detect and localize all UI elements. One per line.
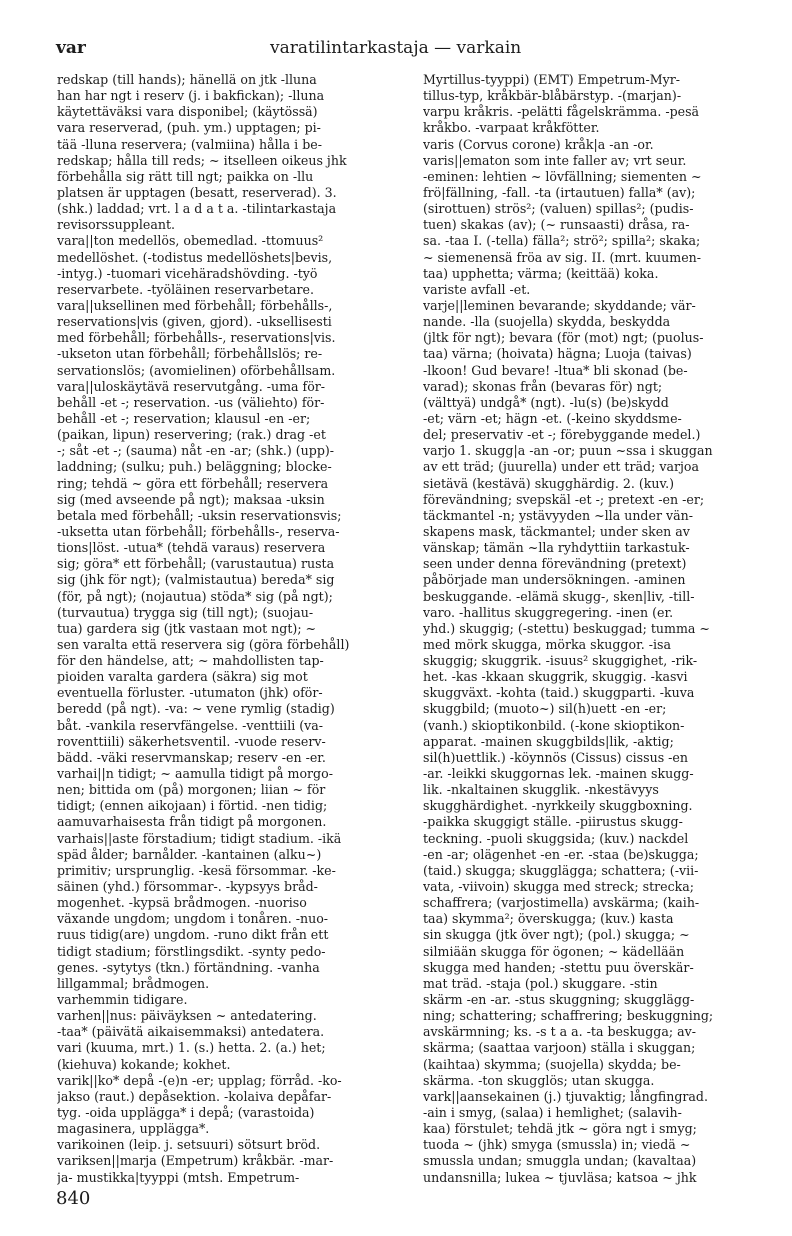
entry-line: primitiv; ursprunglig. -kesä försommar. -ke- [57, 862, 336, 878]
entry-line: het. -kas -kkaan skuggrik, skuggig. -kasvi [423, 669, 688, 685]
entry-line: sig (jhk för ngt); (valmistautua) bereda* sig [57, 572, 335, 588]
entry-line: kråkbo. -varpaat kråkfötter. [423, 120, 600, 136]
entry-line: beredd (på ngt). -va: ~ vene rymlig (stadig) [57, 701, 335, 717]
entry-line: lik. -nkaltainen skugglik. -nkestävyys [423, 782, 659, 798]
running-head-headword: var [56, 38, 86, 58]
entry-line: undansnilla; lukea ~ tjuvläsa; katsoa ~ jhk [423, 1169, 697, 1185]
entry-line: taa) värna; (hoivata) hägna; Luoja (taivas) [423, 346, 692, 362]
entry-line: skärm -en -ar. -stus skuggning; skugglägg- [423, 992, 695, 1008]
entry-line: varhais||aste förstadium; tidigt stadium. -ikä [57, 830, 342, 846]
entry-line: reservations|vis (given, gjord). -uksellisesti [57, 314, 332, 330]
entry-line: silmiään skugga för ögonen; ~ kädellään [423, 943, 685, 959]
entry-line: varpu kråkris. -pelätti fågelskrämma. -pesä [423, 104, 700, 120]
entry-line: -ain i smyg, (salaa) i hemlighet; (salavih- [423, 1105, 682, 1120]
entry-line: yhd.) skuggig; (-stettu) beskuggad; tumma ~ [423, 620, 710, 636]
entry-line: platsen är upptagen (besatt, reserverad). 3. [57, 184, 337, 200]
entry-line: nande. -lla (suojella) skydda, beskydda [423, 314, 671, 330]
entry-line: -lkoon! Gud bevare! -ltua* bli skonad (be- [423, 362, 688, 378]
entry-line: vark||aansekainen (j.) tjuvaktig; långfingrad. [423, 1088, 708, 1104]
entry-line: ring; tehdä ~ göra ett förbehåll; reservera [57, 475, 329, 491]
entry-line: smussla undan; smuggla undan; (kavaltaa) [423, 1153, 697, 1169]
entry-line: aamuvarhaisesta från tidigt på morgonen. [57, 814, 327, 830]
entry-line: sin skugga (jtk över ngt); (pol.) skugga; ~ [423, 927, 690, 943]
entry-line: (välttyä) undgå* (ngt). -lu(s) (be)skydd [423, 394, 669, 410]
entry-line: han har ngt i reserv (j. i bakfickan); -lluna [57, 88, 325, 104]
entry-line: pioiden varalta gardera (säkra) sig mot [57, 669, 308, 685]
entry-line: tillus-typ, kråkbär-blåbärstyp. -(marjan)- [423, 88, 682, 104]
entry-line: vara||ton medellös, obemedlad. -ttomuus² [57, 233, 324, 249]
entry-line: behåll -et -; reservation. -us (väliehto) för- [57, 394, 325, 410]
entry-line: ning; schattering; schaffrering; beskuggning; [423, 1008, 714, 1024]
entry-line: påbörjade man undersökningen. -aminen [423, 572, 686, 588]
entry-line: betala med förbehåll; -uksin reservationsvis; [57, 507, 342, 523]
entry-line: jakso (raut.) depåsektion. -kolaiva depåfar- [57, 1088, 332, 1104]
entry-line: kaa) förstulet; tehdä jtk ~ göra ngt i smyg; [423, 1121, 697, 1137]
entry-line: späd ålder; barnålder. -kantainen (alku~) [57, 846, 322, 862]
entry-line: magasinera, upplägga*. [57, 1121, 210, 1137]
entry-line: varo. -hallitus skuggregering. -inen (er. [423, 604, 674, 620]
entry-line: -paikka skuggigt ställe. -piirustus skugg- [423, 814, 683, 830]
entry-line: varad); skonas från (bevaras för) ngt; [423, 378, 663, 394]
entry-line: (paikan, lipun) reservering; (rak.) drag -et [57, 427, 326, 443]
entry-line: (kiehuva) kokande; kokhet. [57, 1056, 231, 1072]
entry-line: seen under denna förevändning (pretext) [423, 556, 687, 572]
entry-line: varhai||n tidigt; ~ aamulla tidigt på morgo- [57, 766, 333, 782]
entry-line: förevändning; svepskäl -et -; pretext -en -er; [423, 491, 705, 507]
entry-line: sig; göra* ett förbehåll; (varustautua) rusta [57, 556, 335, 572]
entry-line: sil(h)uettlik.) -köynnös (Cissus) cissus -en [423, 749, 688, 765]
entry-line: redskap; hålla till reds; ~ itselleen oikeus jhk [57, 152, 347, 168]
entry-line: eventuella förluster. -utumaton (jhk) oför- [57, 685, 323, 701]
entry-line: av ett träd; (juurella) under ett träd; varjoa [423, 459, 699, 475]
entry-line: skuggbild; (muoto~) sil(h)uett -en -er; [423, 701, 667, 717]
entry-line: för den händelse, att; ~ mahdollisten tap- [57, 653, 324, 669]
left-column [57, 72, 401, 1186]
entry-line: varje||leminen bevarande; skyddande; vär- [423, 297, 696, 313]
entry-line: förbehålla sig rätt till ngt; paikka on -llu [57, 168, 314, 184]
entry-line: varis (Corvus corone) kråk|a -an -or. [423, 136, 654, 152]
entry-line: laddning; (sulku; puh.) beläggning; blocke- [57, 459, 332, 475]
entry-line: ~ siemenensä fröa av sig. II. (mrt. kuumen- [423, 249, 702, 265]
entry-line: del; preservativ -et -; förebyggande medel.) [423, 427, 701, 443]
entry-line: -eminen: lehtien ~ lövfällning; siementen ~ [423, 168, 702, 184]
entry-line: tää -lluna reservera; (valmiina) hålla i be- [57, 136, 322, 152]
entry-line: säinen (yhd.) försommar-. -kypsyys bråd- [57, 879, 318, 895]
entry-line: varhen||nus: päiväyksen ~ antedatering. [57, 1008, 317, 1024]
entry-line: sen varalta että reservera sig (göra förbehåll) [57, 636, 350, 652]
entry-line: täckmantel -n; ystävyyden ~lla under vän- [423, 507, 693, 523]
entry-line: tyg. -oida upplägga* i depå; (varastoida) [57, 1105, 315, 1120]
entry-line: -uksetta utan förbehåll; förbehålls-, reserva- [57, 523, 340, 539]
entry-line: revisorssuppleant. [57, 217, 176, 233]
entry-line: båt. -vankila reservfängelse. -venttiili (va- [57, 717, 324, 733]
entry-line: sietävä (kestävä) skugghärdig. 2. (kuv.) [423, 475, 675, 491]
entry-line: sa. -taa I. (-tella) fälla²; strö²; spilla²; skaka; [423, 233, 701, 249]
entry-line: (för, på ngt); (nojautua) stöda* sig (på ngt); [57, 588, 333, 604]
entry-line: vara reserverad, (puh. ym.) upptagen; pi- [57, 120, 321, 136]
entry-line: vänskap; tämän ~lla ryhdyttiin tarkastuk- [423, 540, 690, 556]
entry-line: skuggväxt. -kohta (taid.) skuggparti. -kuva [423, 685, 695, 701]
entry-line: (sirottuen) strös²; (valuen) spillas²; (pudis- [423, 201, 694, 217]
entry-line: skärma. -ton skugglös; utan skugga. [423, 1072, 655, 1088]
entry-line: varikoinen (leip. j. setsuuri) sötsurt bröd. [57, 1137, 321, 1153]
entry-line: vari (kuuma, mrt.) 1. (s.) hetta. 2. (a.) het; [57, 1040, 326, 1056]
entry-line: variksen||marja (Empetrum) kråkbär. -mar- [57, 1153, 334, 1169]
entry-line: med förbehåll; förbehålls-, reservations|vis. [57, 330, 336, 346]
entry-line: (kaihtaa) skymma; (suojella) skydda; be- [423, 1056, 681, 1072]
right-column [423, 72, 759, 1186]
entry-line: skuggig; skuggrik. -isuus² skuggighet, -rik- [423, 653, 698, 669]
entry-line: nen; bittida om (på) morgonen; liian ~ för [57, 782, 326, 798]
entry-line: mogenhet. -kypsä brådmogen. -nuoriso [57, 895, 307, 911]
entry-line: skugghärdighet. -nyrkkeily skuggboxning. [423, 798, 693, 814]
entry-line: vata, -viivoin) skugga med streck; strecka; [423, 879, 695, 895]
entry-line: taa) skymma²; överskugga; (kuv.) kasta [423, 911, 674, 927]
entry-line: variste avfall -et. [423, 281, 531, 297]
entry-line: käytettäväksi vara disponibel; (käytössä) [57, 104, 318, 120]
entry-line: tuen) skakas (av); (~ runsaasti) dråsa, ra- [423, 217, 690, 233]
entry-line: (shk.) laddad; vrt. l a d a t a. -tilintarkastaja [57, 201, 337, 217]
entry-line: tidigt; (ennen aikojaan) i förtid. -nen tidig; [57, 798, 328, 814]
entry-line: medellöshet. (-todistus medellöshets|bevis, [57, 249, 333, 265]
entry-line: Myrtillus-tyyppi) (EMT) Empetrum-Myr- [423, 72, 681, 87]
entry-line: ruus tidig(are) ungdom. -runo dikt från ett [57, 927, 329, 943]
entry-line: frö|fällning, -fall. -ta (irtautuen) falla* (av); [423, 184, 696, 200]
entry-line: varis||ematon som inte faller av; vrt seur. [423, 152, 687, 168]
entry-line: varik||ko* depå -(e)n -er; upplag; förråd. -ko- [57, 1072, 342, 1088]
entry-line: behåll -et -; reservation; klausul -en -er; [57, 410, 311, 426]
entry-line: tua) gardera sig (jtk vastaan mot ngt); ~ [57, 620, 317, 636]
entry-line: -ar. -leikki skuggornas lek. -mainen skugg- [423, 766, 694, 782]
entry-line: med mörk skugga, mörka skuggor. -isa [423, 636, 671, 652]
entry-line: bädd. -väki reservmanskap; reserv -en -er. [57, 749, 326, 765]
entry-line: servationslös; (avomielinen) oförbehållsam. [57, 362, 336, 378]
entry-line: (vanh.) skioptikonbild. (-kone skioptikon- [423, 717, 685, 733]
entry-line: schaffrera; (varjostimella) avskärma; (kaih- [423, 895, 700, 911]
entry-line: -en -ar; olägenhet -en -er. -staa (be)skugga; [423, 846, 699, 862]
entry-line: -et; värn -et; hägn -et. (-keino skyddsme- [423, 410, 682, 426]
entry-line: ja- mustikka|tyyppi (mtsh. Empetrum- [57, 1169, 300, 1185]
entry-line: skapens mask, täckmantel; under sken av [423, 523, 690, 539]
entry-line: apparat. -mainen skuggbilds|lik, -aktig; [423, 733, 674, 749]
entry-line: lillgammal; brådmogen. [57, 975, 210, 991]
entry-line: sig (med avseende på ngt); maksaa -uksin [57, 491, 325, 507]
entry-line: (turvautua) trygga sig (till ngt); (suojau- [57, 604, 314, 620]
entry-line: (jltk för ngt); bevara (för (mot) ngt; (puolus- [423, 330, 704, 346]
entry-line: -taa* (päivätä aikaisemmaksi) antedatera. [57, 1024, 325, 1040]
entry-line: varjo 1. skugg|a -an -or; puun ~ssa i skuggan [423, 443, 713, 459]
entry-line: tidigt stadium; förstlingsdikt. -synty pedo- [57, 943, 326, 959]
entry-line: (taid.) skugga; skugglägga; schattera; (-vii- [423, 862, 699, 878]
entry-line: -; såt -et -; (sauma) nåt -en -ar; (shk.) (upp)- [57, 443, 335, 459]
entry-line: avskärmning; ks. -s t a a. -ta beskugga; av- [423, 1024, 696, 1040]
entry-line: vara||uksellinen med förbehåll; förbehålls-, [57, 297, 333, 313]
entry-line: reservarbete. -työläinen reservarbetare. [57, 281, 314, 297]
entry-line: varhemmin tidigare. [57, 992, 188, 1008]
page-number: 840 [56, 1188, 91, 1209]
entry-line: tions|löst. -utua* (tehdä varaus) reservera [57, 540, 326, 556]
entry-line: -ukseton utan förbehåll; förbehållslös; re- [57, 346, 323, 362]
entry-line: tuoda ~ (jhk) smyga (smussla) in; viedä ~ [423, 1137, 691, 1153]
entry-line: taa) upphetta; värma; (keittää) koka. [423, 265, 659, 281]
entry-line: genes. -sytytys (tkn.) förtändning. -vanha [57, 959, 320, 975]
entry-line: växande ungdom; ungdom i tonåren. -nuo- [57, 911, 329, 927]
entry-line: teckning. -puoli skuggsida; (kuv.) nackdel [423, 830, 689, 846]
entry-line: beskuggande. -elämä skugg-, sken|liv, -till- [423, 588, 695, 604]
entry-line: redskap (till hands); hänellä on jtk -lluna [57, 72, 317, 87]
entry-line: roventtiili) säkerhetsventil. -vuode reserv- [57, 733, 326, 749]
entry-line: mat träd. -staja (pol.) skuggare. -stin [423, 975, 658, 991]
entry-line: skärma; (saattaa varjoon) ställa i skuggan; [423, 1040, 696, 1056]
entry-line: -intyg.) -tuomari vicehäradshövding. -työ [57, 265, 318, 281]
entry-line: vara||uloskäytävä reservutgång. -uma för- [57, 378, 326, 394]
running-head-range: varatilintarkastaja — varkain [270, 38, 522, 58]
entry-line: skugga med handen; -stettu puu överskär- [423, 959, 694, 975]
